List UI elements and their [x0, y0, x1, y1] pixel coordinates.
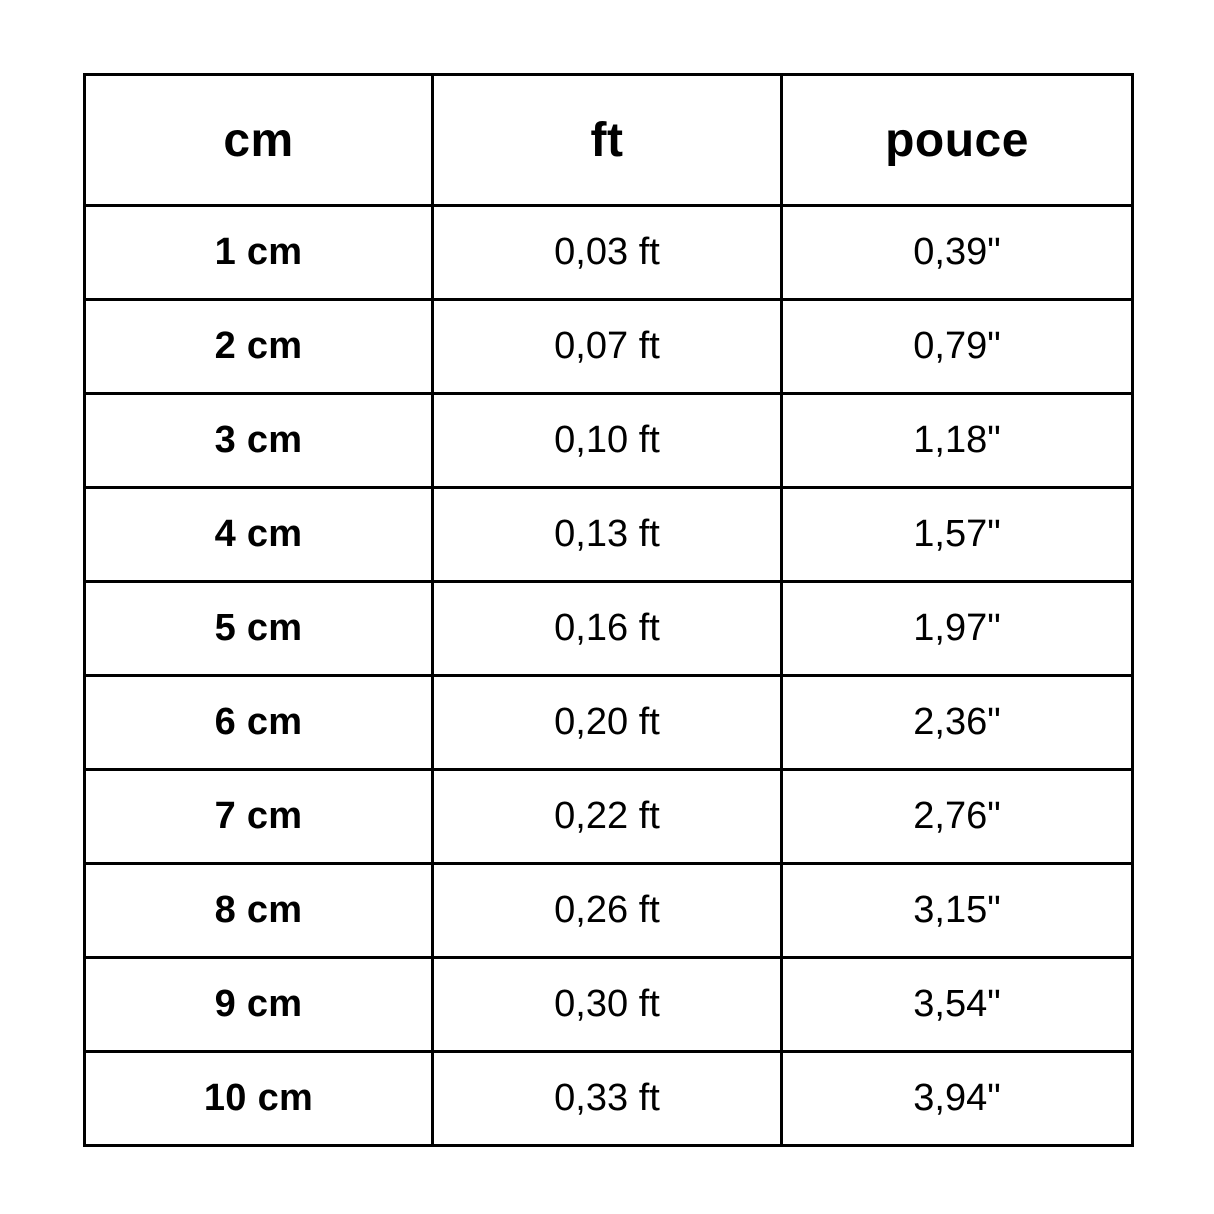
cell-ft: 0,20 ft — [433, 676, 782, 770]
cell-cm: 2 cm — [85, 300, 433, 394]
cell-cm: 6 cm — [85, 676, 433, 770]
table-header-row — [85, 75, 1133, 206]
table-row — [85, 958, 1133, 1052]
cell-inch: 1,97" — [782, 582, 1133, 676]
table-container — [83, 73, 1131, 1141]
cell-ft: 0,33 ft — [433, 1052, 782, 1146]
cell-inch: 3,54" — [782, 958, 1133, 1052]
table-row — [85, 206, 1133, 300]
cell-ft: 0,13 ft — [433, 488, 782, 582]
column-header-ft: ft — [433, 75, 782, 206]
column-header-cm: cm — [85, 75, 433, 206]
table-header — [85, 75, 1133, 206]
table-row — [85, 300, 1133, 394]
cell-cm: 7 cm — [85, 770, 433, 864]
table-row — [85, 1052, 1133, 1146]
cell-ft: 0,30 ft — [433, 958, 782, 1052]
cell-cm: 10 cm — [85, 1052, 433, 1146]
cell-inch: 0,39" — [782, 206, 1133, 300]
table-row — [85, 770, 1133, 864]
table-row — [85, 394, 1133, 488]
table-row — [85, 676, 1133, 770]
cell-ft: 0,03 ft — [433, 206, 782, 300]
cell-cm: 8 cm — [85, 864, 433, 958]
cell-inch: 1,18" — [782, 394, 1133, 488]
cell-inch: 3,15" — [782, 864, 1133, 958]
cell-ft: 0,10 ft — [433, 394, 782, 488]
column-header-pouce: pouce — [782, 75, 1133, 206]
cell-inch: 0,79" — [782, 300, 1133, 394]
table-row — [85, 582, 1133, 676]
cell-cm: 3 cm — [85, 394, 433, 488]
cell-cm: 1 cm — [85, 206, 433, 300]
cm-to-ft-inch-table — [83, 73, 1134, 1147]
cell-cm: 4 cm — [85, 488, 433, 582]
cell-inch: 3,94" — [782, 1052, 1133, 1146]
cell-ft: 0,26 ft — [433, 864, 782, 958]
cell-inch: 1,57" — [782, 488, 1133, 582]
cell-cm: 9 cm — [85, 958, 433, 1052]
table-body — [85, 206, 1133, 1146]
table-row — [85, 864, 1133, 958]
cell-inch: 2,76" — [782, 770, 1133, 864]
cell-ft: 0,16 ft — [433, 582, 782, 676]
table-row — [85, 488, 1133, 582]
cell-ft: 0,22 ft — [433, 770, 782, 864]
cell-cm: 5 cm — [85, 582, 433, 676]
cell-inch: 2,36" — [782, 676, 1133, 770]
cell-ft: 0,07 ft — [433, 300, 782, 394]
